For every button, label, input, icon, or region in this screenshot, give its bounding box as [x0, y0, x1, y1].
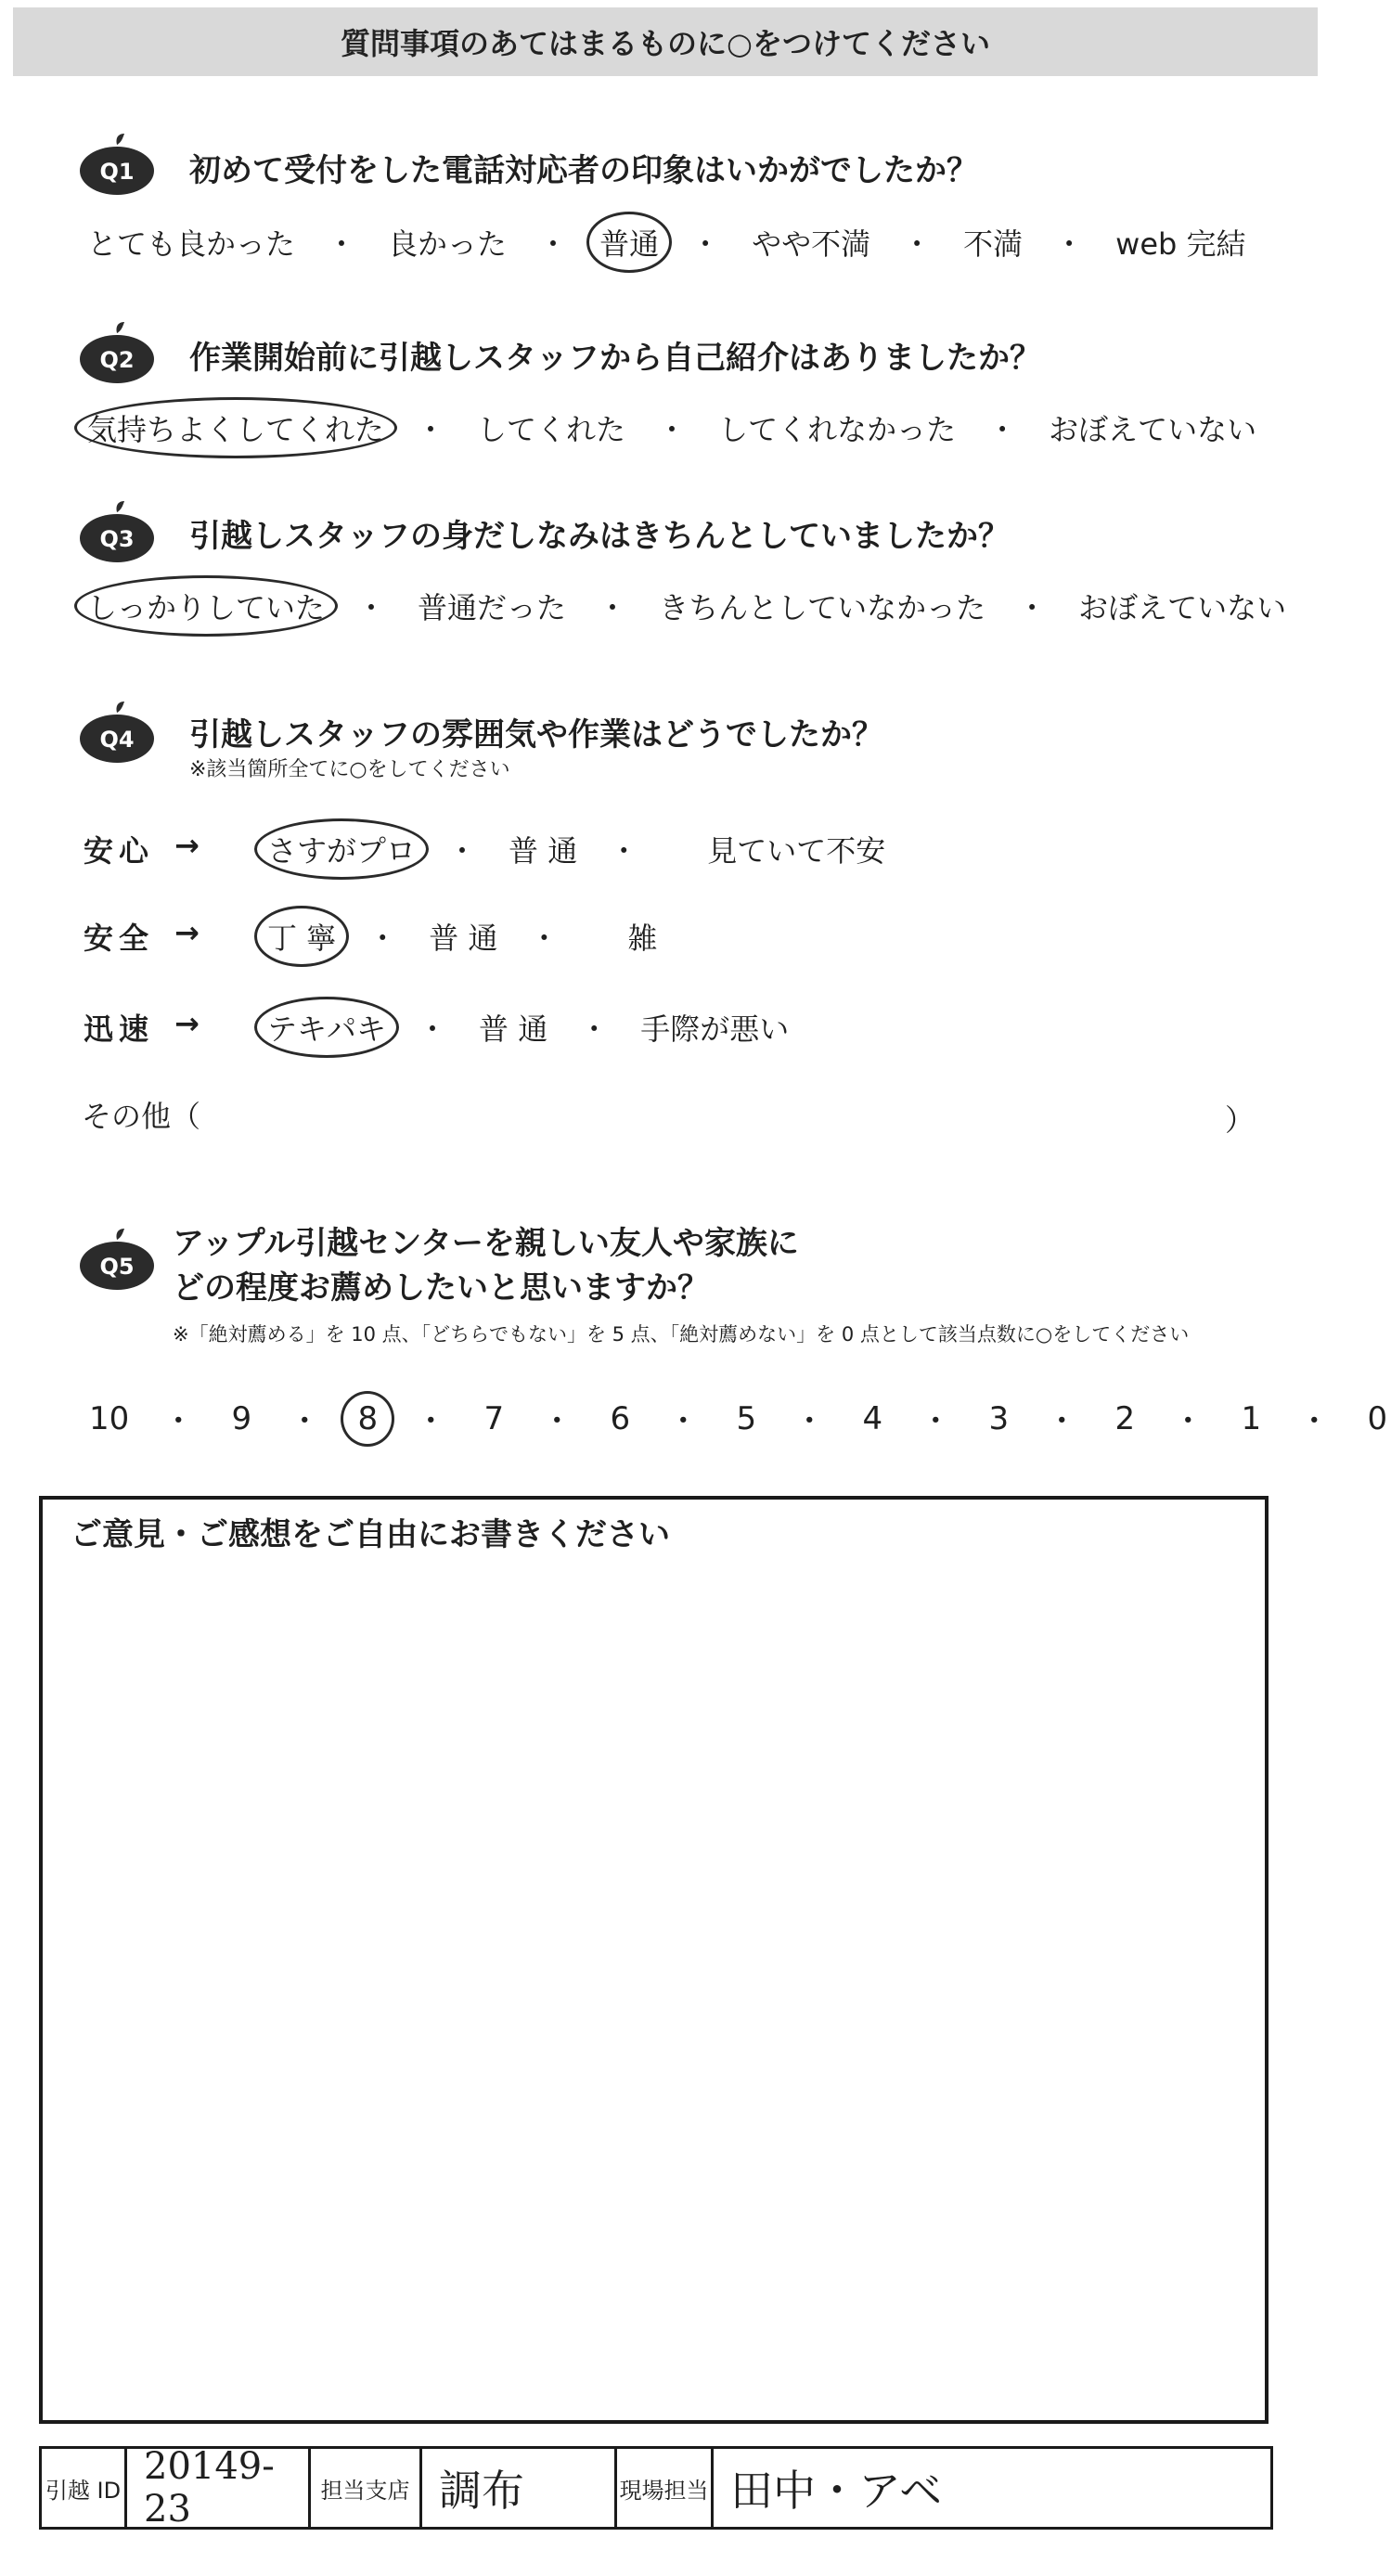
- q1-option-2-selected[interactable]: 普通: [599, 221, 659, 264]
- q4-other-field[interactable]: [295, 1088, 1223, 1128]
- q4-row-jinsoku-options: テキパキ ・ 普 通 ・ 手際が悪い: [267, 1006, 789, 1049]
- q4-badge-label: Q4: [99, 727, 135, 753]
- q5-score-2[interactable]: 2: [1114, 1399, 1136, 1437]
- footer-id-label: 引越 ID: [42, 2449, 127, 2527]
- q4-anshin-option-2[interactable]: 見ていて不安: [707, 833, 886, 869]
- q2-option-3[interactable]: おぼえていない: [1049, 412, 1257, 447]
- q1-option-1[interactable]: 良かった: [388, 226, 508, 262]
- footer-branch-value[interactable]: 調布: [422, 2449, 617, 2527]
- q2-option-0-selected[interactable]: 気持ちよくしてくれた: [87, 406, 384, 449]
- q5-score-10[interactable]: 10: [89, 1399, 130, 1437]
- q3-option-2[interactable]: きちんとしていなかった: [659, 590, 986, 625]
- q3-option-1[interactable]: 普通だった: [418, 590, 567, 625]
- q4-anzen-option-0-selected[interactable]: 丁 寧: [267, 915, 336, 958]
- q5-score-1[interactable]: 1: [1241, 1399, 1262, 1437]
- q4-jinsoku-option-1[interactable]: 普 通: [479, 1011, 548, 1047]
- q1-options: とても良かった ・ 良かった ・ 普通 ・ やや不満 ・ 不満 ・ web 完結: [87, 221, 1246, 264]
- q3-options: しっかりしていた ・ 普通だった ・ きちんとしていなかった ・ おぼえていない: [87, 585, 1286, 627]
- survey-header-title: 質問事項のあてはまるものに○をつけてください: [341, 26, 990, 61]
- q4-row-anshin-arrow: →: [174, 828, 200, 863]
- q5-scale: 10 ・ 9 ・ 8 ・ 7 ・ 6 ・ 5 ・ 4 ・ 3 ・ 2 ・ 1 ・ 0: [89, 1396, 1391, 1441]
- q1-badge-icon: [72, 132, 161, 199]
- q5-badge-icon: [72, 1227, 161, 1294]
- q2-option-1[interactable]: してくれた: [477, 412, 626, 447]
- q1-question: 初めて受付をした電話対応者の印象はいかがでしたか？: [189, 152, 978, 189]
- q5-score-9[interactable]: 9: [231, 1399, 252, 1437]
- q3-badge-icon: [72, 499, 161, 566]
- q1-option-4[interactable]: 不満: [963, 226, 1024, 262]
- q5-score-0[interactable]: 0: [1367, 1399, 1388, 1437]
- q4-anzen-option-2[interactable]: 雑: [627, 921, 658, 956]
- q5-score-7[interactable]: 7: [483, 1399, 505, 1437]
- q5-badge-label: Q5: [99, 1254, 135, 1280]
- q5-question-line1: アップル引越センターを親しい友人や家族に: [173, 1225, 799, 1262]
- q5-question-line2: どの程度お薦めしたいと思いますか？: [173, 1269, 709, 1307]
- q3-option-3[interactable]: おぼえていない: [1078, 590, 1287, 625]
- footer-staff-label: 現場担当: [617, 2449, 714, 2527]
- q5-score-5[interactable]: 5: [736, 1399, 757, 1437]
- q2-badge-label: Q2: [99, 347, 135, 373]
- q3-badge-label: Q3: [99, 526, 135, 552]
- q4-anzen-option-1[interactable]: 普 通: [429, 921, 498, 956]
- q4-row-anzen-label: 安全: [84, 921, 155, 956]
- q4-anshin-option-1[interactable]: 普 通: [509, 833, 578, 869]
- q1-option-0[interactable]: とても良かった: [87, 226, 296, 262]
- q4-row-anshin-options: さすがプロ ・ 普 通 ・ 見ていて不安: [267, 828, 885, 870]
- comments-body[interactable]: [71, 1568, 1240, 2403]
- q2-option-2[interactable]: してくれなかった: [718, 412, 957, 447]
- q4-question: 引越しスタッフの雰囲気や作業はどうでしたか？: [189, 716, 883, 753]
- q2-options: 気持ちよくしてくれた ・ してくれた ・ してくれなかった ・ おぼえていない: [87, 406, 1256, 449]
- q5-score-3[interactable]: 3: [988, 1399, 1010, 1437]
- q5-note: ※「絶対薦める」を 10 点、「どちらでもない」を 5 点、「絶対薦めない」を 0 点として該当点数に○をしてください: [173, 1323, 1190, 1346]
- footer-id-value[interactable]: 20149-23: [127, 2449, 311, 2527]
- q2-question: 作業開始前に引越しスタッフから自己紹介はありましたか？: [189, 340, 1041, 377]
- comments-title: ご意見・ご感想をご自由にお書きください: [71, 1516, 670, 1553]
- q1-option-5[interactable]: web 完結: [1115, 226, 1246, 262]
- q1-badge-label: Q1: [99, 159, 135, 185]
- q4-badge-icon: [72, 700, 161, 766]
- q4-jinsoku-option-2[interactable]: 手際が悪い: [640, 1011, 790, 1047]
- q4-row-anzen-options: 丁 寧 ・ 普 通 ・ 雑: [267, 915, 657, 958]
- footer-branch-label: 担当支店: [311, 2449, 422, 2527]
- footer-table: [39, 2446, 1273, 2530]
- survey-header: [13, 7, 1318, 76]
- q3-question: 引越しスタッフの身だしなみはきちんとしていましたか？: [189, 518, 1010, 555]
- footer-staff-value[interactable]: 田中・アベ: [730, 2466, 943, 2516]
- q4-note: ※該当箇所全てに○をしてください: [189, 758, 510, 781]
- q5-score-6[interactable]: 6: [610, 1399, 631, 1437]
- q4-row-jinsoku-arrow: →: [174, 1006, 200, 1041]
- q5-score-8-selected[interactable]: 8: [354, 1400, 381, 1437]
- q3-option-0-selected[interactable]: しっかりしていた: [87, 585, 325, 627]
- q4-row-anzen-arrow: →: [174, 915, 200, 950]
- q4-anshin-option-0-selected[interactable]: さすがプロ: [267, 828, 416, 870]
- q4-other-close: ）: [1225, 1102, 1256, 1138]
- q2-badge-icon: [72, 320, 161, 387]
- q4-row-jinsoku-label: 迅速: [84, 1011, 155, 1047]
- q4-other-label: その他（: [82, 1099, 201, 1134]
- q4-row-anshin-label: 安心: [84, 833, 155, 869]
- q1-option-3[interactable]: やや不満: [752, 226, 871, 262]
- q5-score-4[interactable]: 4: [862, 1399, 883, 1437]
- q4-jinsoku-option-0-selected[interactable]: テキパキ: [267, 1006, 386, 1049]
